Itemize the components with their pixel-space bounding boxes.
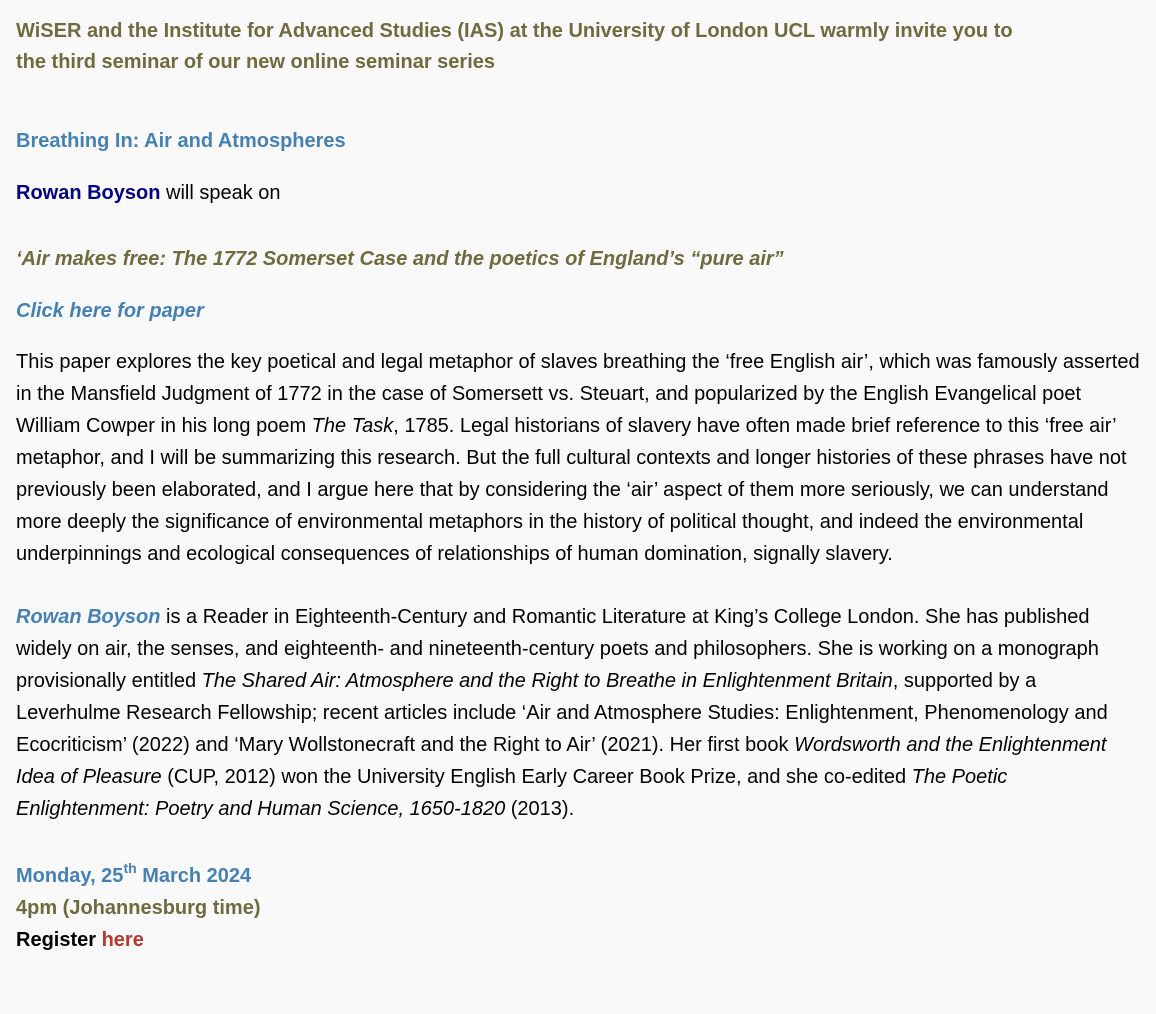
- intro-line-2: the third seminar of our new online seminar series: [16, 51, 496, 73]
- bio-part-3: (CUP, 2012) won the University English Early Career Book Prize, and she co-edited: [161, 766, 912, 788]
- abstract-part-1: This paper explores the key poetical and legal metaphor of slaves breathing the ‘free English air’, which was famously asserted in the Mansfield Judgment of 1772 in the case of Somersett vs. Steuart, and popularized by the English Evangelical poet William Cowper in his long poem: [16, 351, 1140, 437]
- bio-part-2: , supported by a Leverhulme Research Fellowship; recent articles include ‘Air and Atmosphere Studies: Enlightenment, Phenomenology and Ecocriticism’ (2022) and ‘Mary Wollstonecraft and the Right to Air’ (2021). Her first book: [16, 670, 1108, 756]
- event-date-sup: th: [123, 860, 137, 876]
- talk-title: ‘Air makes free: The 1772 Somerset Case and the poetics of England’s “pure air”: [16, 248, 784, 270]
- register-link[interactable]: here: [101, 929, 144, 951]
- speaker-line-suffix: will speak on: [160, 182, 281, 204]
- event-date-prefix: Monday, 25: [16, 865, 124, 887]
- intro-line-1: WiSER and the Institute for Advanced Studies (IAS) at the University of London UCL warmly invite you to: [16, 20, 1013, 42]
- abstract-work-title: The Task: [311, 415, 394, 437]
- speaker-name-link[interactable]: Rowan Boyson: [16, 182, 161, 204]
- bio-paragraph: [16, 601, 1140, 825]
- intro-text: [16, 16, 1140, 78]
- register-label: Register: [16, 929, 102, 951]
- event-date-suffix: March 2024: [136, 865, 252, 887]
- paper-link[interactable]: Click here for paper: [16, 300, 204, 322]
- bio-part-1: is a Reader in Eighteenth-Century and Romantic Literature at King’s College London. She has published widely on air, the senses, and eighteenth- and nineteenth-century poets and philosophers. She is working on a monograph provisionally entitled: [16, 606, 1099, 692]
- event-time: 4pm (Johannesburg time): [16, 897, 261, 919]
- bio-part-4: (2013).: [505, 798, 575, 820]
- bio-work-1: The Shared Air: Atmosphere and the Right to Breathe in Enlightenment Britain: [201, 670, 893, 692]
- bio-work-3: The Poetic Enlightenment: Poetry and Human Science, 1650-1820: [16, 766, 1008, 820]
- abstract-paragraph: [16, 346, 1140, 570]
- speaker-line: [16, 179, 1140, 207]
- series-title: Breathing In: Air and Atmospheres: [16, 130, 346, 152]
- bio-name-link[interactable]: Rowan Boyson: [16, 606, 161, 628]
- register-line: [16, 924, 1140, 956]
- event-date: [16, 860, 1140, 892]
- event-info: [16, 860, 1140, 956]
- abstract-part-2: , 1785. Legal historians of slavery have often made brief reference to this ‘free air’ metaphor, and I will be summarizing this research. But the full cultural contexts and longer histories of these phrases have not previously been elaborated, and I argue here that by considering the ‘air’ aspect of them more seriously, we can understand more deeply the significance of environmental metaphors in the history of political thought, and indeed the environmental underpinnings and ecological consequences of relationships of human domination, signally slavery.: [16, 415, 1127, 565]
- bio-work-2: Wordsworth and the Enlightenment Idea of Pleasure: [16, 734, 1107, 788]
